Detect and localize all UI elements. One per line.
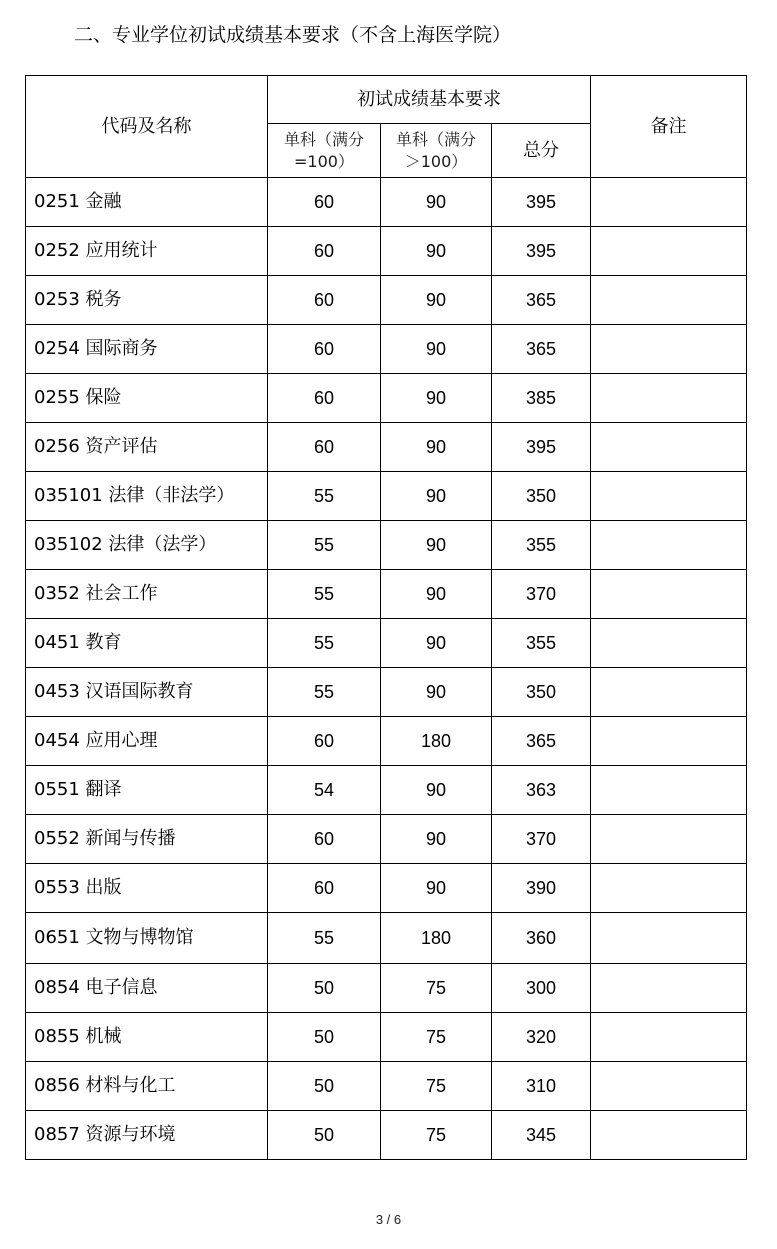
header-code-name: 代码及名称 (26, 76, 268, 178)
cell-program-name: 0252 应用统计 (26, 227, 268, 276)
cell-total: 300 (492, 964, 591, 1013)
table-row (26, 227, 747, 276)
cell-single-100: 60 (268, 717, 381, 766)
cell-total: 395 (492, 178, 591, 227)
table-row (26, 717, 747, 766)
cell-remark (591, 815, 747, 864)
cell-program-name: 0651 文物与博物馆 (26, 913, 268, 964)
cell-program-name: 0857 资源与环境 (26, 1111, 268, 1160)
cell-single-100: 50 (268, 1062, 381, 1111)
cell-remark (591, 668, 747, 717)
cell-total: 345 (492, 1111, 591, 1160)
table-row (26, 374, 747, 423)
cell-single-over-100: 90 (381, 227, 492, 276)
page-title: 二、专业学位初试成绩基本要求（不含上海医学院） (74, 24, 512, 46)
header-requirement-group: 初试成绩基本要求 (268, 76, 591, 124)
cell-single-over-100: 90 (381, 472, 492, 521)
header-total: 总分 (492, 124, 591, 178)
cell-total: 395 (492, 423, 591, 472)
cell-single-over-100: 90 (381, 374, 492, 423)
cell-remark (591, 913, 747, 964)
cell-single-100: 50 (268, 1111, 381, 1160)
cell-remark (591, 1013, 747, 1062)
cell-total: 395 (492, 227, 591, 276)
table-row (26, 325, 747, 374)
cell-program-name: 0551 翻译 (26, 766, 268, 815)
cell-single-100: 55 (268, 521, 381, 570)
cell-single-100: 60 (268, 178, 381, 227)
cell-single-over-100: 90 (381, 325, 492, 374)
cell-remark (591, 570, 747, 619)
cell-program-name: 0256 资产评估 (26, 423, 268, 472)
cell-remark (591, 766, 747, 815)
cell-single-over-100: 75 (381, 1111, 492, 1160)
cell-program-name: 0451 教育 (26, 619, 268, 668)
cell-total: 350 (492, 472, 591, 521)
cell-remark (591, 423, 747, 472)
cell-single-over-100: 75 (381, 1062, 492, 1111)
cell-remark (591, 472, 747, 521)
cell-single-over-100: 90 (381, 521, 492, 570)
header-remark: 备注 (591, 76, 747, 178)
table-row (26, 276, 747, 325)
cell-total: 370 (492, 815, 591, 864)
table-header-row (26, 76, 747, 124)
cell-remark (591, 374, 747, 423)
cell-single-100: 60 (268, 864, 381, 913)
cell-single-over-100: 90 (381, 864, 492, 913)
cell-single-100: 55 (268, 472, 381, 521)
cell-program-name: 0854 电子信息 (26, 964, 268, 1013)
cell-total: 385 (492, 374, 591, 423)
cell-single-100: 54 (268, 766, 381, 815)
cell-total: 320 (492, 1013, 591, 1062)
cell-single-100: 60 (268, 325, 381, 374)
cell-program-name: 035102 法律（法学） (26, 521, 268, 570)
cell-total: 350 (492, 668, 591, 717)
cell-single-100: 60 (268, 227, 381, 276)
page-indicator: 3 / 6 (375, 1212, 402, 1227)
cell-remark (591, 1062, 747, 1111)
cell-program-name: 0855 机械 (26, 1013, 268, 1062)
cell-program-name: 0251 金融 (26, 178, 268, 227)
cell-single-over-100: 90 (381, 668, 492, 717)
table-row (26, 766, 747, 815)
cell-program-name: 0454 应用心理 (26, 717, 268, 766)
cell-total: 360 (492, 913, 591, 964)
cell-program-name: 0253 税务 (26, 276, 268, 325)
table-row (26, 864, 747, 913)
cell-single-over-100: 75 (381, 1013, 492, 1062)
cell-remark (591, 1111, 747, 1160)
cell-total: 355 (492, 521, 591, 570)
cell-single-over-100: 75 (381, 964, 492, 1013)
table-row (26, 423, 747, 472)
cell-remark (591, 178, 747, 227)
cell-single-over-100: 180 (381, 717, 492, 766)
cell-program-name: 0453 汉语国际教育 (26, 668, 268, 717)
score-requirements-table (25, 75, 747, 1160)
cell-single-100: 60 (268, 374, 381, 423)
table-row (26, 178, 747, 227)
cell-program-name: 0352 社会工作 (26, 570, 268, 619)
cell-remark (591, 717, 747, 766)
cell-single-100: 50 (268, 964, 381, 1013)
cell-total: 355 (492, 619, 591, 668)
table-row (26, 913, 747, 964)
cell-program-name: 0255 保险 (26, 374, 268, 423)
cell-single-100: 55 (268, 668, 381, 717)
cell-total: 365 (492, 325, 591, 374)
cell-remark (591, 325, 747, 374)
cell-total: 390 (492, 864, 591, 913)
header-single-over-100: 单科（满分＞100） (381, 124, 492, 178)
cell-single-100: 60 (268, 815, 381, 864)
cell-single-over-100: 90 (381, 570, 492, 619)
table-row (26, 815, 747, 864)
table-row (26, 1062, 747, 1111)
cell-single-over-100: 90 (381, 619, 492, 668)
header-single-100: 单科（满分=100） (268, 124, 381, 178)
cell-single-over-100: 180 (381, 913, 492, 964)
cell-program-name: 0553 出版 (26, 864, 268, 913)
cell-total: 370 (492, 570, 591, 619)
cell-single-over-100: 90 (381, 815, 492, 864)
cell-single-100: 60 (268, 423, 381, 472)
cell-total: 365 (492, 276, 591, 325)
cell-remark (591, 276, 747, 325)
table-row (26, 668, 747, 717)
cell-remark (591, 227, 747, 276)
cell-program-name: 0552 新闻与传播 (26, 815, 268, 864)
cell-remark (591, 619, 747, 668)
cell-single-100: 50 (268, 1013, 381, 1062)
cell-remark (591, 521, 747, 570)
cell-program-name: 0254 国际商务 (26, 325, 268, 374)
cell-single-100: 55 (268, 570, 381, 619)
cell-single-100: 60 (268, 276, 381, 325)
table-row (26, 521, 747, 570)
cell-total: 363 (492, 766, 591, 815)
cell-total: 310 (492, 1062, 591, 1111)
cell-program-name: 0856 材料与化工 (26, 1062, 268, 1111)
cell-single-over-100: 90 (381, 766, 492, 815)
table-row (26, 570, 747, 619)
cell-total: 365 (492, 717, 591, 766)
table-row (26, 619, 747, 668)
table-row (26, 1111, 747, 1160)
table-row (26, 1013, 747, 1062)
table-row (26, 472, 747, 521)
table-row (26, 964, 747, 1013)
cell-remark (591, 864, 747, 913)
cell-single-100: 55 (268, 913, 381, 964)
cell-single-over-100: 90 (381, 178, 492, 227)
cell-remark (591, 964, 747, 1013)
cell-single-100: 55 (268, 619, 381, 668)
cell-single-over-100: 90 (381, 423, 492, 472)
cell-single-over-100: 90 (381, 276, 492, 325)
cell-program-name: 035101 法律（非法学） (26, 472, 268, 521)
